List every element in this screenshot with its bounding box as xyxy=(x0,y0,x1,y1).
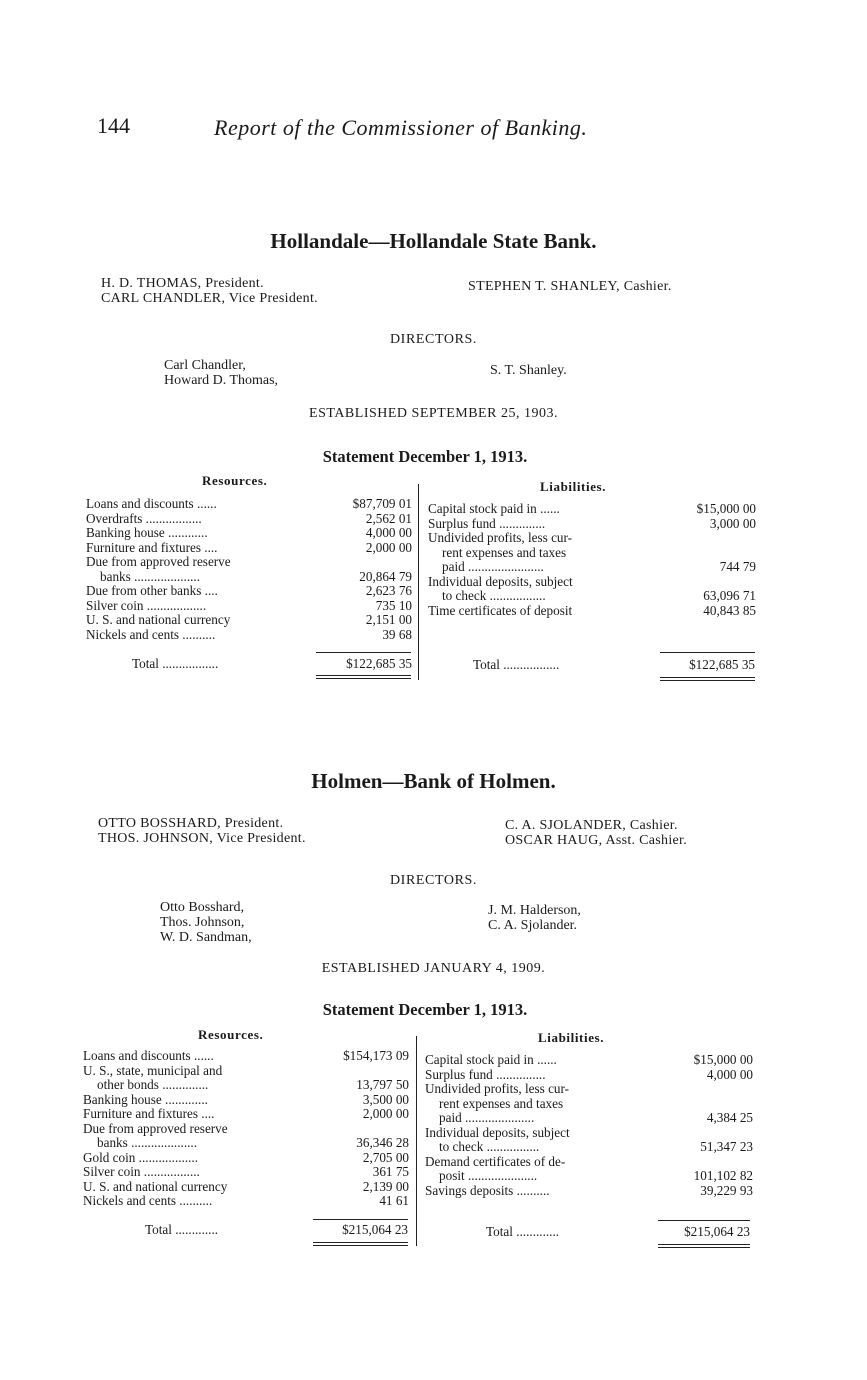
liabilities-heading: Liabilities. xyxy=(538,1030,605,1045)
liabilities-ledger xyxy=(428,502,756,618)
resource-label: Banking house ............ xyxy=(86,526,208,540)
total-label: Total ............. xyxy=(145,1222,219,1237)
resource-label: Nickels and cents .......... xyxy=(83,1194,213,1208)
resource-row xyxy=(86,526,412,541)
resource-label: Silver coin ................. xyxy=(83,1165,200,1179)
total-label: Total ............. xyxy=(486,1224,560,1239)
officers-left xyxy=(98,816,306,846)
resource-row xyxy=(83,1136,409,1151)
liability-label: Demand certificates of de- xyxy=(425,1154,566,1169)
resource-amount: $87,709 01 xyxy=(352,496,412,511)
statement-title: Statement December 1, 1913. xyxy=(322,447,528,466)
directors-heading: DIRECTORS. xyxy=(389,873,478,888)
liability-amount: 39,229 93 xyxy=(700,1182,753,1198)
liability-amount: $15,000 00 xyxy=(693,1052,753,1067)
liability-label: Surplus fund ............... xyxy=(425,1067,546,1082)
liability-row xyxy=(425,1111,753,1126)
total-label: Total ................. xyxy=(132,656,219,671)
liability-amount: 4,384 25 xyxy=(706,1110,753,1125)
total-double-rule xyxy=(660,677,755,681)
resource-label: Silver coin .................. xyxy=(86,598,207,613)
liability-amount: 3,000 00 xyxy=(709,515,756,531)
liability-amount: 51,347 23 xyxy=(700,1139,753,1154)
liability-row xyxy=(428,502,756,517)
resources-total: $122,685 35 xyxy=(346,656,412,671)
resource-label: U. S. and national currency xyxy=(86,613,231,627)
director: Otto Bosshard, xyxy=(160,900,244,915)
total-double-rule xyxy=(313,1242,408,1246)
resource-amount: 13,797 50 xyxy=(356,1077,409,1092)
director: Carl Chandler, xyxy=(164,358,246,373)
resources-total: $215,064 23 xyxy=(342,1222,408,1237)
officer: CARL CHANDLER, Vice President. xyxy=(101,291,318,306)
resource-amount: 2,139 00 xyxy=(362,1178,409,1194)
liability-label: Capital stock paid in ...... xyxy=(428,502,560,516)
resource-amount: 361 75 xyxy=(372,1164,409,1179)
director: J. M. Halderson, xyxy=(488,903,581,918)
officer: STEPHEN T. SHANLEY, Cashier. xyxy=(468,279,672,294)
resource-row xyxy=(83,1151,409,1166)
liability-label: paid ....................... xyxy=(442,560,544,574)
liability-row xyxy=(428,560,756,575)
resource-label: Nickels and cents .......... xyxy=(86,627,216,642)
resource-label: banks .................... xyxy=(100,569,201,584)
resource-amount: 2,562 01 xyxy=(365,510,412,526)
liability-label: Time certificates of deposit xyxy=(428,603,573,618)
resource-amount: 41 61 xyxy=(379,1193,409,1208)
liability-row xyxy=(425,1097,753,1112)
resource-label: Furniture and fixtures .... xyxy=(83,1107,215,1121)
liability-row xyxy=(428,575,756,590)
directors-left xyxy=(164,358,278,388)
liabilities-ledger xyxy=(425,1053,753,1198)
liability-label: Individual deposits, subject xyxy=(425,1125,570,1140)
bank-title: Holmen—Bank of Holmen. xyxy=(311,769,556,793)
liability-amount: $15,000 00 xyxy=(696,501,756,516)
resource-row xyxy=(83,1180,409,1195)
total-double-rule xyxy=(658,1244,750,1248)
subtotal-rule xyxy=(658,1220,750,1221)
resource-row xyxy=(86,584,412,599)
director: W. D. Sandman, xyxy=(160,930,252,945)
resource-label: Due from other banks .... xyxy=(86,584,218,598)
resource-amount: 36,346 28 xyxy=(356,1135,409,1150)
directors-heading: DIRECTORS. xyxy=(389,332,478,347)
officer: OTTO BOSSHARD, President. xyxy=(98,816,284,831)
liability-row xyxy=(425,1068,753,1083)
liability-label: Surplus fund .............. xyxy=(428,516,546,531)
resource-amount: 2,151 00 xyxy=(365,612,412,627)
liability-label: posit ..................... xyxy=(439,1169,538,1183)
liability-label: to check ................. xyxy=(442,589,546,603)
liability-amount: 40,843 85 xyxy=(703,602,756,618)
liability-label: Undivided profits, less cur- xyxy=(425,1082,570,1096)
resource-row xyxy=(83,1064,409,1079)
directors-left xyxy=(160,900,252,945)
liability-row xyxy=(428,546,756,561)
resources-heading: Resources. xyxy=(198,1027,264,1042)
officer: THOS. JOHNSON, Vice President. xyxy=(98,831,306,846)
director: C. A. Sjolander. xyxy=(488,918,578,933)
liability-label: to check ................ xyxy=(439,1140,540,1154)
resource-label: banks .................... xyxy=(97,1136,198,1150)
resource-label: other bonds .............. xyxy=(97,1078,209,1092)
director: Thos. Johnson, xyxy=(160,915,245,930)
liabilities-total: $215,064 23 xyxy=(684,1224,750,1239)
directors-right xyxy=(488,903,581,933)
column-divider xyxy=(418,484,419,680)
liability-row xyxy=(428,517,756,532)
liability-row xyxy=(428,604,756,619)
resource-amount: 2,000 00 xyxy=(362,1106,409,1121)
resource-amount: 3,500 00 xyxy=(362,1091,409,1107)
resource-row xyxy=(86,599,412,614)
resource-label: U. S., state, municipal and xyxy=(83,1063,223,1078)
officers-left xyxy=(101,276,318,306)
resource-label: Gold coin .................. xyxy=(83,1150,199,1165)
resource-amount: 4,000 00 xyxy=(365,525,412,540)
liability-label: Undivided profits, less cur- xyxy=(428,531,573,545)
resource-label: Furniture and fixtures .... xyxy=(86,540,218,555)
liability-row xyxy=(425,1126,753,1141)
resource-row xyxy=(86,628,412,643)
liability-label: Individual deposits, subject xyxy=(428,574,573,589)
resource-amount: 2,623 76 xyxy=(365,583,412,598)
resource-label: Overdrafts ................. xyxy=(86,511,202,526)
statement-title: Statement December 1, 1913. xyxy=(322,1000,528,1019)
resource-row xyxy=(83,1078,409,1093)
liability-label: rent expenses and taxes xyxy=(439,1096,564,1111)
resource-row xyxy=(83,1107,409,1122)
resource-row xyxy=(83,1122,409,1137)
officer: OSCAR HAUG, Asst. Cashier. xyxy=(505,833,688,848)
resource-label: Loans and discounts ...... xyxy=(83,1049,214,1063)
liability-label: Capital stock paid in ...... xyxy=(425,1053,557,1067)
liability-row xyxy=(425,1053,753,1068)
resource-row xyxy=(86,497,412,512)
resource-row xyxy=(83,1093,409,1108)
liabilities-heading: Liabilities. xyxy=(540,479,607,494)
column-divider xyxy=(416,1036,417,1246)
resource-row xyxy=(86,512,412,527)
resource-amount: 39 68 xyxy=(382,626,412,642)
officer: C. A. SJOLANDER, Cashier. xyxy=(505,818,678,833)
liability-row xyxy=(425,1140,753,1155)
liability-row xyxy=(425,1082,753,1097)
liabilities-total: $122,685 35 xyxy=(689,657,755,672)
resources-ledger xyxy=(83,1049,409,1209)
director: Howard D. Thomas, xyxy=(164,373,279,388)
directors-right xyxy=(490,363,567,378)
liability-amount: 744 79 xyxy=(719,559,756,574)
resource-amount: 2,000 00 xyxy=(365,539,412,555)
liability-row xyxy=(428,589,756,604)
liability-amount: 101,102 82 xyxy=(693,1168,753,1183)
bank-title: Hollandale—Hollandale State Bank. xyxy=(270,229,597,253)
running-title: Report of the Commissioner of Banking. xyxy=(214,115,588,140)
resources-ledger xyxy=(86,497,412,642)
liability-row xyxy=(425,1184,753,1199)
resource-row xyxy=(83,1165,409,1180)
resource-label: Due from approved reserve xyxy=(86,555,231,569)
resource-label: Due from approved reserve xyxy=(83,1121,228,1136)
liability-label: paid ..................... xyxy=(439,1111,535,1125)
liability-row xyxy=(425,1155,753,1170)
subtotal-rule xyxy=(660,652,755,653)
total-label: Total ................. xyxy=(473,657,560,672)
total-double-rule xyxy=(316,675,411,679)
liability-label: Savings deposits .......... xyxy=(425,1183,550,1198)
officers-right xyxy=(505,818,687,848)
resource-amount: 20,864 79 xyxy=(359,568,412,584)
liability-row xyxy=(425,1169,753,1184)
liability-amount: 4,000 00 xyxy=(706,1066,753,1082)
subtotal-rule xyxy=(316,652,411,653)
resource-amount: 735 10 xyxy=(375,597,412,613)
established-date: ESTABLISHED SEPTEMBER 25, 1903. xyxy=(309,406,558,421)
resource-row xyxy=(86,570,412,585)
resources-heading: Resources. xyxy=(202,473,268,488)
resource-row xyxy=(86,613,412,628)
resource-amount: $154,173 09 xyxy=(343,1048,409,1063)
established-date: ESTABLISHED JANUARY 4, 1909. xyxy=(321,961,546,976)
resource-row xyxy=(86,555,412,570)
liability-label: rent expenses and taxes xyxy=(442,545,567,560)
resource-row xyxy=(83,1049,409,1064)
resource-label: U. S. and national currency xyxy=(83,1179,228,1194)
resource-label: Banking house ............. xyxy=(83,1092,208,1107)
liability-amount: 63,096 71 xyxy=(703,588,756,603)
resource-amount: 2,705 00 xyxy=(362,1149,409,1165)
officer: H. D. THOMAS, President. xyxy=(101,276,264,291)
subtotal-rule xyxy=(313,1219,408,1220)
director: S. T. Shanley. xyxy=(490,363,567,378)
liability-row xyxy=(428,531,756,546)
page-number: 144 xyxy=(97,113,130,138)
resource-row xyxy=(83,1194,409,1209)
officers-right xyxy=(468,279,672,294)
resource-row xyxy=(86,541,412,556)
resource-label: Loans and discounts ...... xyxy=(86,497,217,511)
